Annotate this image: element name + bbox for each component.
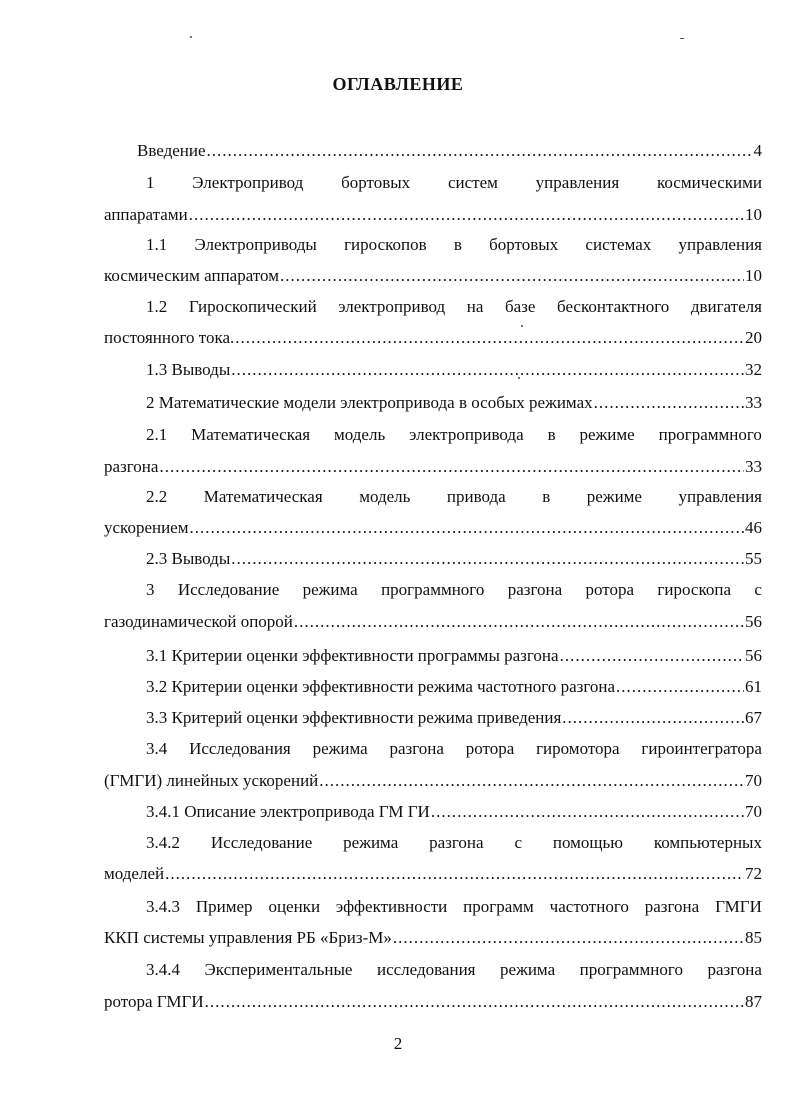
toc-entry-first-line (146, 738, 762, 760)
toc-word: Экспериментальные (204, 960, 353, 979)
toc-page-number: 33 (745, 457, 762, 476)
toc-word: управления (678, 487, 762, 506)
dot-leader (431, 801, 744, 823)
toc-word: в (542, 487, 551, 506)
toc-word: базе (504, 297, 536, 316)
dot-leader (280, 265, 744, 287)
toc-entry-first-line (146, 832, 762, 854)
toc-word: привода (446, 487, 506, 506)
toc-entry[interactable] (104, 611, 762, 633)
toc-entry[interactable] (104, 327, 762, 349)
toc-word: режиме (586, 487, 642, 506)
toc-word: Математическая (191, 425, 311, 444)
toc-page-number: 72 (745, 864, 762, 883)
dot-leader (159, 456, 744, 478)
dot-leader (393, 927, 744, 949)
toc-entry-first-line (146, 172, 762, 194)
toc-word: программ (463, 897, 534, 916)
dot-leader (560, 645, 744, 667)
toc-entry[interactable] (146, 801, 762, 823)
toc-word: разгона (644, 897, 700, 916)
toc-entry[interactable] (146, 359, 762, 381)
toc-word: двигателя (690, 297, 762, 316)
toc-word: Математическая (203, 487, 323, 506)
toc-word: модель (334, 425, 386, 444)
toc-word: режима (302, 580, 358, 599)
toc-entry[interactable] (146, 676, 762, 698)
toc-entry-first-line (146, 234, 762, 256)
toc-page-number: 56 (745, 612, 762, 631)
toc-page-number: 56 (745, 646, 762, 665)
toc-word: ГМГИ (715, 897, 762, 916)
toc-word: ротора (585, 580, 635, 599)
toc-entry-first-line (146, 424, 762, 446)
toc-word: модель (359, 487, 411, 506)
dot-leader (616, 676, 744, 698)
toc-page-number: 4 (753, 141, 762, 160)
toc-title: ОГЛАВЛЕНИЕ (332, 74, 464, 94)
toc-word: электропривод (338, 297, 446, 316)
toc-entry[interactable] (104, 863, 762, 885)
toc-entry-text: аппаратами (104, 205, 188, 224)
toc-word: разгона (507, 580, 563, 599)
toc-entry-text: ускорением (104, 518, 189, 537)
toc-word: 3.4.3 (146, 897, 180, 916)
page-number: 2 (393, 1034, 403, 1053)
toc-word: бортовых (341, 173, 411, 192)
toc-word: в (547, 425, 556, 444)
toc-word: гироскопов (344, 235, 427, 254)
toc-entry-first-line (146, 959, 762, 981)
toc-page-number: 70 (745, 802, 762, 821)
toc-entry-text: 3.4.1 Описание электропривода ГМ ГИ (146, 802, 430, 821)
toc-entry-first-line (146, 896, 762, 918)
dot-leader (207, 140, 753, 162)
toc-word: управления (535, 173, 620, 192)
dot-leader (165, 863, 744, 885)
toc-entry-text: 3.1 Критерии оценки эффективности программы разгона (146, 646, 559, 665)
toc-entry[interactable] (146, 707, 762, 729)
toc-entry[interactable] (146, 645, 762, 667)
toc-word: электропривода (409, 425, 524, 444)
toc-page-number: 20 (745, 328, 762, 347)
toc-word: режиме (579, 425, 635, 444)
toc-page-number: 10 (745, 205, 762, 224)
toc-word: режима (343, 833, 399, 852)
toc-word: 1.2 (146, 297, 168, 316)
toc-entry[interactable] (104, 927, 762, 949)
toc-word: 3.4 (146, 739, 168, 758)
toc-page-number: 61 (745, 677, 762, 696)
toc-page-number: 85 (745, 928, 762, 947)
dot-leader (294, 611, 744, 633)
toc-word: космическими (656, 173, 762, 192)
toc-word: с (754, 580, 762, 599)
toc-entry[interactable] (146, 392, 762, 414)
toc-entry-text: 2.3 Выводы (146, 549, 231, 568)
toc-entry-text: ротора ГМГИ (104, 992, 204, 1011)
toc-word: Гироскопический (188, 297, 317, 316)
toc-word: режима (500, 960, 556, 979)
dot-leader (319, 770, 744, 792)
toc-entry-text: космическим аппаратом (104, 266, 279, 285)
toc-entry-text: 1.3 Выводы (146, 360, 231, 379)
dot-leader (562, 707, 744, 729)
toc-word: Исследование (210, 833, 313, 852)
toc-entry[interactable] (104, 991, 762, 1013)
toc-word: разгона (429, 833, 484, 852)
toc-word: на (466, 297, 484, 316)
toc-word: 3.4.4 (146, 960, 180, 979)
dot-leader (231, 548, 744, 570)
scan-speck (680, 38, 684, 39)
toc-entry-text: моделей (104, 864, 165, 883)
toc-entry-text: (ГМГИ) линейных ускорений (104, 771, 319, 790)
scan-speck (190, 36, 192, 38)
toc-entry[interactable] (104, 265, 762, 287)
toc-word: программного (381, 580, 485, 599)
toc-entry-text: разгона (104, 457, 159, 476)
toc-word: с (514, 833, 522, 852)
toc-page-number: 33 (745, 393, 762, 412)
toc-entry[interactable] (146, 548, 762, 570)
toc-word: оценки (268, 897, 321, 916)
toc-word: 1 (146, 173, 155, 192)
toc-word: управления (678, 235, 762, 254)
toc-word: режима (312, 739, 368, 758)
toc-entry-first-line (146, 296, 762, 318)
toc-entry-text: постоянного тока. (104, 328, 235, 347)
dot-leader (594, 392, 744, 414)
toc-word: ротора (465, 739, 515, 758)
toc-word: помощью (552, 833, 623, 852)
toc-word: Электропривод (192, 173, 304, 192)
toc-word: 2.1 (146, 425, 168, 444)
toc-word: гироинтегратора (641, 739, 762, 758)
toc-entry-text: 3.3 Критерий оценки эффективности режима приведения (146, 708, 562, 727)
toc-entry-first-line (146, 579, 762, 601)
toc-word: Исследование (177, 580, 280, 599)
toc-word: исследования (376, 960, 476, 979)
toc-word: программного (579, 960, 683, 979)
toc-word: эффективности (335, 897, 448, 916)
toc-page-number: 70 (745, 771, 762, 790)
toc-page-number: 55 (745, 549, 762, 568)
toc-word: 3 (146, 580, 155, 599)
toc-word: гиромотора (536, 739, 620, 758)
toc-word: компьютерных (653, 833, 762, 852)
toc-word: в (453, 235, 462, 254)
toc-entry-text: газодинамической опорой (104, 612, 293, 631)
toc-entry[interactable] (104, 204, 762, 226)
toc-word: гироскопа (657, 580, 731, 599)
toc-word: Пример (195, 897, 253, 916)
toc-entry-text: 3.2 Критерии оценки эффективности режима частотного разгона (146, 677, 616, 696)
toc-entry-text: Введение (137, 141, 206, 160)
toc-word: Электроприводы (194, 235, 317, 254)
toc-entry[interactable] (104, 770, 762, 792)
toc-entry[interactable] (104, 517, 762, 539)
toc-word: разгона (707, 960, 762, 979)
toc-page-number: 32 (745, 360, 762, 379)
toc-word: бортовых (489, 235, 559, 254)
toc-word: системах (585, 235, 652, 254)
toc-word: программного (658, 425, 762, 444)
toc-word: 3.4.2 (146, 833, 180, 852)
toc-page-number: 10 (745, 266, 762, 285)
toc-word: бесконтактного (557, 297, 670, 316)
toc-word: Исследования (189, 739, 291, 758)
toc-word: частотного (549, 897, 629, 916)
toc-page-number: 87 (745, 992, 762, 1011)
dot-leader (189, 204, 744, 226)
toc-page-number: 46 (745, 518, 762, 537)
toc-entry-text: ККП системы управления РБ «Бриз-М» (104, 928, 392, 947)
toc-entry-text: 2 Математические модели электропривода в особых режимах (146, 393, 593, 412)
toc-entry[interactable] (137, 140, 762, 162)
toc-entry[interactable] (104, 456, 762, 478)
dot-leader (205, 991, 744, 1013)
toc-entry-first-line (146, 486, 762, 508)
toc-word: 2.2 (146, 487, 168, 506)
dot-leader (190, 517, 745, 539)
toc-page-number: 67 (745, 708, 762, 727)
toc-word: разгона (389, 739, 444, 758)
toc-word: систем (447, 173, 498, 192)
dot-leader (231, 359, 744, 381)
toc-word: 1.1 (146, 235, 168, 254)
dot-leader (235, 327, 744, 349)
